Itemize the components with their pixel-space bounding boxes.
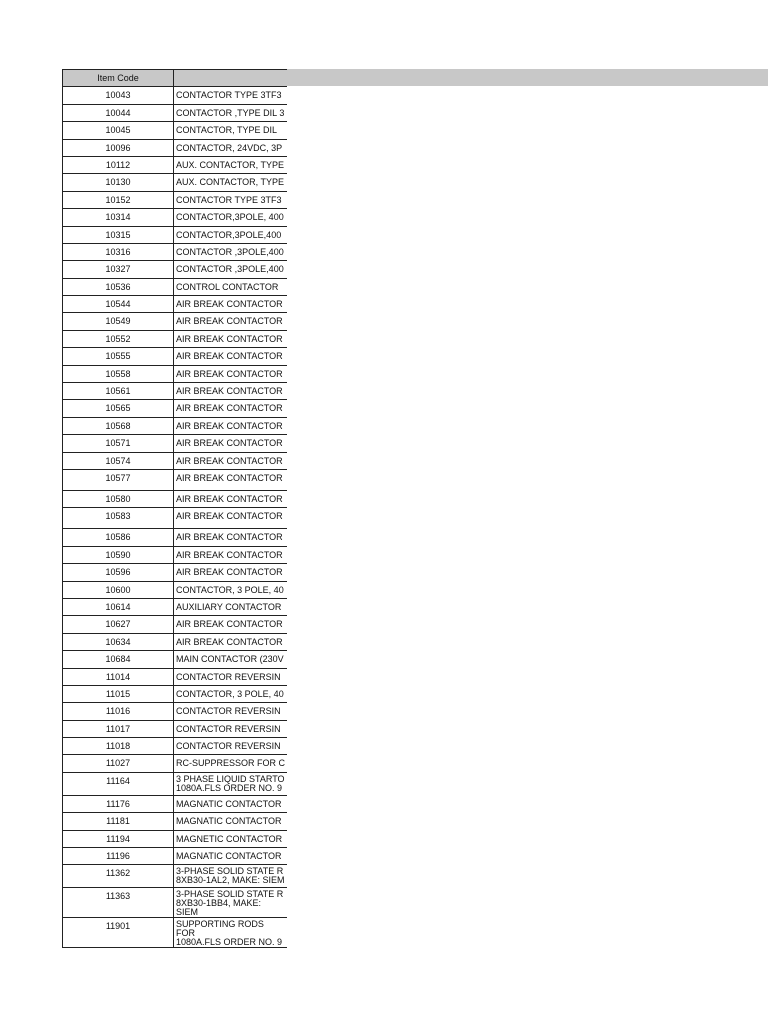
item-code-cell: 10044: [63, 104, 174, 121]
item-code-cell: 11017: [63, 720, 174, 737]
item-code-cell: 11016: [63, 703, 174, 720]
table-row: [63, 564, 288, 581]
description-cell: RC-SUPPRESSOR FOR C: [174, 755, 288, 772]
description-cell: CONTACTOR TYPE 3TF3: [174, 87, 288, 104]
item-code-cell: 11196: [63, 848, 174, 865]
table-row: [63, 296, 288, 313]
item-code-cell: 11015: [63, 685, 174, 702]
item-code-cell: 10130: [63, 174, 174, 191]
description-cell: CONTACTOR, 24VDC, 3P: [174, 139, 288, 156]
table-row: [63, 918, 288, 948]
item-code-cell: 10583: [63, 508, 174, 529]
description-header: [174, 70, 288, 87]
item-code-cell: 11164: [63, 772, 174, 795]
item-code-cell: 10314: [63, 209, 174, 226]
item-code-cell: 10043: [63, 87, 174, 104]
description-cell: CONTACTOR REVERSIN: [174, 720, 288, 737]
item-code-cell: 10558: [63, 365, 174, 382]
description-cell: AIR BREAK CONTACTOR: [174, 490, 288, 507]
table-row: [63, 348, 288, 365]
table-row: [63, 435, 288, 452]
item-code-cell: 10590: [63, 546, 174, 563]
table-row: [63, 598, 288, 615]
table-row: [63, 703, 288, 720]
item-code-cell: 11901: [63, 918, 174, 948]
table-row: [63, 156, 288, 173]
table-row: [63, 633, 288, 650]
item-code-cell: 10544: [63, 296, 174, 313]
item-code-cell: 11018: [63, 738, 174, 755]
item-code-cell: 11362: [63, 865, 174, 888]
table-row: [63, 261, 288, 278]
item-table: [62, 69, 287, 948]
table-row: [63, 888, 288, 918]
table-row: [63, 278, 288, 295]
description-cell: AIR BREAK CONTACTOR: [174, 633, 288, 650]
table-row: [63, 330, 288, 347]
table-row: [63, 668, 288, 685]
table-row: [63, 529, 288, 546]
table-row: [63, 87, 288, 104]
description-line-1: SUPPORTING RODS FOR: [176, 919, 264, 939]
table-row: [63, 191, 288, 208]
description-cell: MAGNATIC CONTACTOR: [174, 813, 288, 830]
item-code-cell: 11014: [63, 668, 174, 685]
item-code-cell: 10552: [63, 330, 174, 347]
table-row: [63, 508, 288, 529]
item-code-cell: 10574: [63, 452, 174, 469]
item-code-cell: 10316: [63, 243, 174, 260]
description-cell: AIR BREAK CONTACTOR: [174, 330, 288, 347]
table-row: [63, 490, 288, 507]
description-cell: CONTROL CONTACTOR: [174, 278, 288, 295]
table-row: [63, 720, 288, 737]
item-code-cell: 11363: [63, 888, 174, 918]
item-code-cell: 10571: [63, 435, 174, 452]
table-row: [63, 865, 288, 888]
item-code-cell: 10536: [63, 278, 174, 295]
description-cell: MAGNATIC CONTACTOR: [174, 795, 288, 812]
description-cell: MAGNETIC CONTACTOR: [174, 830, 288, 847]
item-code-cell: 10549: [63, 313, 174, 330]
description-cell: AIR BREAK CONTACTOR: [174, 469, 288, 490]
table-row: [63, 755, 288, 772]
description-cell: MAGNATIC CONTACTOR: [174, 848, 288, 865]
table-row: [63, 452, 288, 469]
description-cell: CONTACTOR ,TYPE DIL 3: [174, 104, 288, 121]
table-row: [63, 795, 288, 812]
table-row: [63, 738, 288, 755]
description-cell: CONTACTOR TYPE 3TF3: [174, 191, 288, 208]
table-header-row: [63, 70, 288, 87]
item-code-cell: 10112: [63, 156, 174, 173]
description-cell: CONTACTOR,3POLE, 400: [174, 209, 288, 226]
description-cell: AIR BREAK CONTACTOR: [174, 452, 288, 469]
item-code-cell: 11027: [63, 755, 174, 772]
description-cell: AIR BREAK CONTACTOR: [174, 365, 288, 382]
table-row: [63, 417, 288, 434]
description-cell: MAIN CONTACTOR (230V: [174, 651, 288, 668]
table-row: [63, 581, 288, 598]
description-cell: CONTACTOR REVERSIN: [174, 738, 288, 755]
description-cell: AUXILIARY CONTACTOR: [174, 598, 288, 615]
table-row: [63, 313, 288, 330]
description-line-1: 3-PHASE SOLID STATE R: [176, 866, 284, 877]
table-row: [63, 685, 288, 702]
item-code-cell: 11194: [63, 830, 174, 847]
description-line-2: 1080A.FLS ORDER NO. 9: [176, 937, 283, 948]
table-row: [63, 546, 288, 563]
description-cell: AIR BREAK CONTACTOR: [174, 348, 288, 365]
item-code-cell: 10600: [63, 581, 174, 598]
table-row: [63, 139, 288, 156]
item-code-cell: 10684: [63, 651, 174, 668]
item-code-cell: 10555: [63, 348, 174, 365]
table-row: [63, 848, 288, 865]
description-cell: [174, 865, 288, 888]
item-code-cell: 10627: [63, 616, 174, 633]
item-code-cell: 10577: [63, 469, 174, 490]
description-cell: CONTACTOR, 3 POLE, 40: [174, 581, 288, 598]
item-code-cell: 10634: [63, 633, 174, 650]
item-code-cell: 10568: [63, 417, 174, 434]
description-cell: CONTACTOR ,3POLE,400: [174, 261, 288, 278]
item-code-cell: 10565: [63, 400, 174, 417]
description-line-1: 3-PHASE SOLID STATE R: [176, 889, 284, 900]
item-code-cell: 11181: [63, 813, 174, 830]
description-cell: AIR BREAK CONTACTOR: [174, 383, 288, 400]
item-code-cell: 10596: [63, 564, 174, 581]
table-row: [63, 400, 288, 417]
description-line-1: 3 PHASE LIQUID STARTO: [176, 773, 285, 784]
description-cell: [174, 772, 288, 795]
item-code-cell: 10327: [63, 261, 174, 278]
description-cell: [174, 888, 288, 918]
item-code-cell: 10315: [63, 226, 174, 243]
description-cell: AIR BREAK CONTACTOR: [174, 616, 288, 633]
table-row: [63, 365, 288, 382]
description-cell: AIR BREAK CONTACTOR: [174, 435, 288, 452]
description-cell: [174, 918, 288, 948]
description-cell: AIR BREAK CONTACTOR: [174, 400, 288, 417]
table-row: [63, 813, 288, 830]
table-row: [63, 469, 288, 490]
description-cell: AUX. CONTACTOR, TYPE: [174, 156, 288, 173]
item-code-cell: 10580: [63, 490, 174, 507]
item-code-cell: 11176: [63, 795, 174, 812]
description-cell: CONTACTOR, TYPE DIL: [174, 122, 288, 139]
description-cell: CONTACTOR, 3 POLE, 40: [174, 685, 288, 702]
table-row: [63, 104, 288, 121]
table-row: [63, 383, 288, 400]
table-row: [63, 772, 288, 795]
description-cell: AIR BREAK CONTACTOR: [174, 313, 288, 330]
description-line-2: 8XB30-1BB4, MAKE: SIEM: [176, 898, 262, 918]
description-cell: AUX. CONTACTOR, TYPE: [174, 174, 288, 191]
table-row: [63, 616, 288, 633]
description-cell: CONTACTOR REVERSIN: [174, 703, 288, 720]
item-code-cell: 10152: [63, 191, 174, 208]
description-cell: CONTACTOR REVERSIN: [174, 668, 288, 685]
table-row: [63, 226, 288, 243]
description-cell: AIR BREAK CONTACTOR: [174, 564, 288, 581]
table-row: [63, 830, 288, 847]
description-cell: AIR BREAK CONTACTOR: [174, 296, 288, 313]
item-code-cell: 10586: [63, 529, 174, 546]
description-cell: CONTACTOR,3POLE,400: [174, 226, 288, 243]
item-code-header: Item Code: [63, 70, 174, 87]
description-cell: AIR BREAK CONTACTOR: [174, 529, 288, 546]
description-line-2: 1080A.FLS ORDER NO. 9: [176, 782, 283, 793]
item-code-cell: 10096: [63, 139, 174, 156]
description-line-2: 8XB30-1AL2, MAKE: SIEM: [176, 875, 285, 886]
table-row: [63, 243, 288, 260]
table-row: [63, 174, 288, 191]
description-cell: AIR BREAK CONTACTOR: [174, 508, 288, 529]
description-cell: CONTACTOR ,3POLE,400: [174, 243, 288, 260]
table-row: [63, 651, 288, 668]
description-cell: AIR BREAK CONTACTOR: [174, 417, 288, 434]
table-row: [63, 122, 288, 139]
item-code-cell: 10614: [63, 598, 174, 615]
table-row: [63, 209, 288, 226]
description-cell: AIR BREAK CONTACTOR: [174, 546, 288, 563]
item-code-cell: 10045: [63, 122, 174, 139]
item-code-cell: 10561: [63, 383, 174, 400]
